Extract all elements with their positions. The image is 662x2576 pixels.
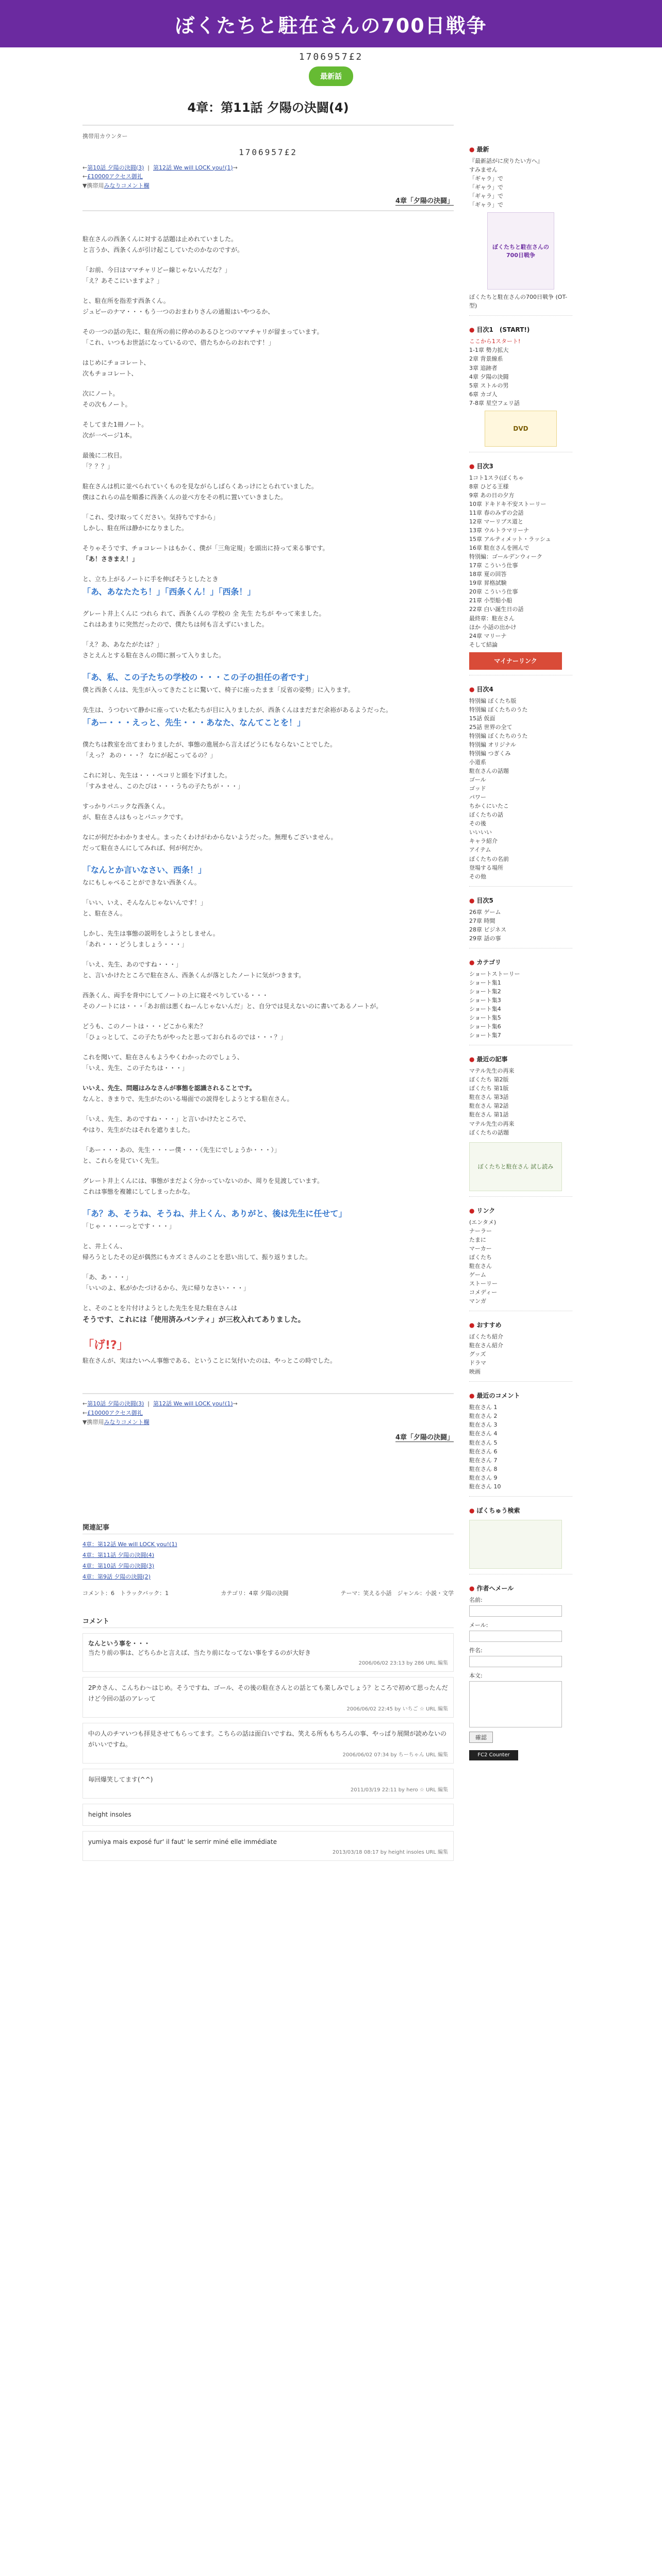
side-recent-item[interactable]: ぼくたち 第1版 (469, 1085, 509, 1092)
form-name-input[interactable] (469, 1605, 562, 1617)
comment-item (82, 1831, 454, 1861)
side-misc-heading: おすすめ (476, 1321, 502, 1329)
side-toc2-item[interactable]: 20章 こういう仕事 (469, 588, 518, 596)
related-item[interactable]: 4章：第12話 We will LOCK you!(1) (82, 1541, 177, 1548)
side-friend-item[interactable]: 駐在さん (469, 1262, 492, 1269)
entry-paragraph: と、井上くん、 (82, 1243, 126, 1250)
side-form-heading: 作者へメール (476, 1584, 514, 1592)
side-cat-item[interactable]: ショート集6 (469, 1023, 501, 1030)
entry-paragraph: と言うか、西条くんが引け起こしていたのかなのですが。 (82, 246, 244, 254)
side-comment-item[interactable]: 駐在さん 9 (469, 1474, 498, 1481)
side-toc3-item[interactable]: アイテム (469, 846, 491, 854)
related-item[interactable]: 4章：第11話 夕陽の決闘(4) (82, 1552, 155, 1559)
comment-meta[interactable]: 2006/06/02 23:13 by 286 URL 編集 (358, 1660, 448, 1666)
side-start-item[interactable]: 6章 カゴ人 (469, 391, 498, 398)
side-toc2-item[interactable]: 24章 マリーナ (469, 632, 507, 639)
bottom-prev-link-1[interactable]: 第10話 夕陽の決闘(3) (87, 1400, 144, 1408)
entry-paragraph: 「いえ、先生、あのですね・・・」と言いかけたところで、 (82, 1115, 250, 1123)
side-toc2-item[interactable]: 22章 白い誕生日の話 (469, 606, 524, 613)
side-misc-item[interactable]: ぼくたち紹介 (469, 1333, 503, 1341)
related-item[interactable]: 4章：第9話 夕陽の決闘(2) (82, 1573, 151, 1580)
entry-paragraph: これを聞いて、駐在さんもようやくわかったのでしょう、 (82, 1054, 243, 1061)
entry-paragraph: 「あー・・・えっと、先生・・・あなた、なんてことを！」 (82, 718, 306, 728)
side-cat-item[interactable]: ショートストーリー (469, 970, 520, 977)
side-cat-item[interactable]: ショート集5 (469, 1014, 501, 1022)
entry-paragraph: 僕はこれらの品を順番に西条くんの並べ方をその机に置いていきました。 (82, 494, 287, 501)
side-comment-item[interactable]: 駐在さん 7 (469, 1456, 498, 1464)
entry-paragraph: 駐在さんが、実はたいへん事態である、ということに気付いたのは、やっとこの時でした。 (82, 1357, 337, 1365)
side-latest-item[interactable]: 「ギャラ」で (469, 193, 503, 200)
comment-body: yumiya mais exposé fur' il faut' le serrir miné elle immédiate (88, 1838, 277, 1845)
entry-paragraph: 最後に二枚目。 (82, 452, 126, 460)
related-heading: 関連記事 (82, 1522, 454, 1534)
side-toc3-item[interactable]: ちかくにいたこ (469, 803, 509, 810)
entry-paragraph: 「なんとか言いなさい、西条！」 (82, 865, 207, 875)
comment-item (82, 1723, 454, 1764)
side-misc-item[interactable]: グッズ (469, 1351, 486, 1358)
entry-paragraph: いいえ、先生、問題はみなさんが事態を認識されることです。 (82, 1084, 256, 1092)
side-comment-item[interactable]: 駐在さん 4 (469, 1430, 498, 1437)
form-title-label: 件名: (469, 1647, 483, 1654)
side-toc3-item[interactable]: キャラ紹介 (469, 838, 498, 845)
entry-paragraph: 「これ、いつもお世話になっているので、借たちからのおれです！」 (82, 339, 275, 347)
side-latest-item[interactable]: 「ギャラ」で (469, 184, 503, 191)
entry-paragraph: 「いい、いえ、そんなんじゃないんです！」 (82, 899, 207, 907)
side-start-item[interactable]: 4章 夕陽の決闘 (469, 373, 509, 380)
side-cat-heading: カテゴリ (476, 958, 502, 966)
form-mail-input[interactable] (469, 1631, 562, 1642)
dvd-label: DVD (513, 425, 528, 432)
entry-paragraph: 「あ、あなたたち！」「西条くん！」「西条！」 (82, 587, 256, 597)
dvd-banner[interactable] (485, 411, 557, 447)
side-toc3-item[interactable]: ぼくたちの名前 (469, 855, 509, 862)
book-cover-image[interactable] (487, 212, 554, 290)
comment-item (82, 1769, 454, 1799)
comment-body: height insoles (88, 1810, 131, 1818)
side-recent-item[interactable]: ぼくたちの話題 (469, 1129, 509, 1136)
entry-paragraph: 「いいのよ、私がかたづけるから、先に帰りなさい・・・」 (82, 1284, 250, 1292)
entry-paragraph: 帰ろうとしたその足が偶然にもカズミさんのことを思い出して、振り返りました。 (82, 1253, 311, 1261)
side-toc2-item[interactable]: 12章 マーリブス道と (469, 518, 524, 525)
side-toc3-item[interactable]: 特別編 オリジナル (469, 741, 516, 748)
book-caption[interactable]: ぼくたちと駐在さんの700日戦争 (OT-型) (469, 294, 568, 310)
side-toc3-item[interactable]: 登場する場所 (469, 864, 503, 871)
site-title[interactable]: ぼくたちと駐在さんの700日戦争 (175, 14, 487, 37)
side-cat-item[interactable]: ショート集3 (469, 997, 501, 1004)
side-toc2-item[interactable]: 9章 あの日の夕方 (469, 492, 515, 499)
entry-paragraph: 「お前、今日はママチャリどー線じゃないんだな？」 (82, 266, 231, 274)
side-misc-item[interactable]: 映画 (469, 1368, 481, 1376)
side-latest-item[interactable]: 「ギャラ」で (469, 201, 503, 209)
entry-paragraph: 「あー・・・あの、先生・・・ー僕・・・（先生にでしょうか・・・）」 (82, 1146, 280, 1154)
side-start-item[interactable]: 7-8章 星空フェリ話 (469, 399, 520, 406)
side-ad-label: ぼくたちと駐在さん 試し読み (477, 1163, 554, 1171)
side-friend-item[interactable]: たまに (469, 1236, 486, 1243)
side-cat-item[interactable]: ショート集7 (469, 1032, 501, 1039)
entry-paragraph: これはあまりに突然だったので、僕たちは何も言えずにいました。 (82, 621, 268, 629)
side-toc2-item[interactable]: 8章 ひどる王様 (469, 483, 509, 490)
entry-paragraph: はじめにチョコレート、 (82, 359, 150, 367)
prev-link-1[interactable]: 第10話 夕陽の決闘(3) (87, 164, 144, 171)
entry-paragraph: 「え？あ、あなたがたは？」 (82, 641, 163, 649)
side-toc2-item[interactable]: 11章 春のみずの会話 (469, 509, 524, 516)
meta-left[interactable]: コメント：6 トラックバック：1 (82, 1589, 169, 1597)
book-cover-label: ぼくたちと駐在さんの700日戦争 (492, 244, 549, 259)
meta-mid[interactable]: カテゴリ：4章 夕陽の決闘 (221, 1589, 289, 1597)
side-toc2-item[interactable]: 特別編：ゴールデンウィーク (469, 553, 542, 561)
side-friend-item[interactable]: コメディー (469, 1289, 498, 1296)
side-toc2-item[interactable]: 18章 夏の回答 (469, 571, 507, 578)
side-toc2-heading: 目次3 (476, 462, 493, 470)
entry-paragraph: なんと、きまりで、先生がたのいる場面での説得をしようとする駐在さん。 (82, 1095, 293, 1103)
entry-paragraph: と、そのことを片付けようとした先生を見た駐在さんは (82, 1304, 238, 1312)
entry-paragraph: 駐在さんは机に並べられていくものを見ながらしばらくあっけにとられていました。 (82, 483, 318, 490)
form-title-input[interactable] (469, 1656, 562, 1667)
entry-body (82, 234, 454, 1376)
entry-paragraph: と、これらを見ていく先生。 (82, 1157, 163, 1165)
side-toc2-item[interactable]: 1コト1スラ(ぼくちゃ (469, 474, 524, 481)
side-comment-item[interactable]: 駐在さん 2 (469, 1413, 498, 1420)
side-toc4-item[interactable]: 28章 ビジネス (469, 926, 507, 933)
entry-paragraph: 「あ？あ、そうね、そうね、井上くん、ありがと、後は先生に任せて」 (82, 1209, 347, 1219)
form-submit-button[interactable]: 確認 (469, 1732, 493, 1743)
entry-paragraph: ジュピーのナマ・・・もう一つのおまわりさんの通報はいやつるか、 (82, 308, 274, 316)
side-recent-heading: 最近の記事 (476, 1056, 508, 1063)
fc2-counter[interactable]: FC2 Counter (469, 1750, 518, 1760)
entry-paragraph: グレート井上くんには、事態がまだよく分かっていないのか、周りを見渡しています。 (82, 1177, 324, 1185)
side-start-item[interactable]: 5章 ストルの男 (469, 382, 509, 389)
side-start-heading: 目次1 (START!) (476, 326, 530, 334)
entry-paragraph: そしてまた1冊ノート。 (82, 421, 148, 429)
comment-body: 中の人のチマいつも拝見させてもらってます。こちらの話は面白いですね、笑える所ももちろんの事、やっぱり展開が読めないのがいいですね。 (88, 1730, 447, 1748)
side-misc-item[interactable]: 駐在さん紹介 (469, 1342, 503, 1349)
side-toc2-item[interactable]: 19章 昇格試験 (469, 580, 507, 587)
entry-paragraph: そのノートには・・・「あお前は悪くねーんじゃないんだ」と、自分では見えないのに書いてあるノートが。 (82, 1003, 383, 1010)
bottom-mid-link[interactable]: £10000アクセス御礼 (87, 1409, 143, 1416)
entry-paragraph: その次もノート。 (82, 401, 131, 409)
entry-paragraph: さとえんとする駐在さんの間に割って入りました。 (82, 652, 225, 659)
mid-link[interactable]: £10000アクセス御礼 (87, 173, 143, 180)
entry-paragraph: 「あ、あ・・・」 (82, 1274, 132, 1281)
comment-item (82, 1677, 454, 1718)
comment-body: 当たり前の事は、どちらかと言えば、当たり前になってない事をするのが大好き (88, 1649, 311, 1656)
entry-paragraph: 「あれ・・・どうしましょう・・・」 (82, 941, 188, 948)
side-toc2-item[interactable]: 21章 小型船小船 (469, 597, 512, 604)
comment-meta[interactable]: 2006/06/02 07:34 by ちーちゃん URL 編集 (342, 1752, 448, 1758)
entry-paragraph: 「これ、受け取ってください。気持ちですから」 (82, 514, 219, 521)
newest-button[interactable]: 最新話 (309, 66, 353, 86)
side-friend-heading: リンク (476, 1207, 495, 1214)
form-body-label: 本文: (469, 1672, 483, 1679)
side-toc3-item[interactable]: 25話 世界の全て (469, 723, 512, 731)
entry-paragraph: 駐在さんの西条くんに対する話題は止めれていました。 (82, 235, 238, 243)
entry-paragraph: 先生は、うつむいて静かに座っていた私たちが目に入りましたが、西条くんはまだまだ余裕があるようだった。 (82, 706, 392, 714)
entry-paragraph: 「すみません、このたびは・・・うちの子たちが・・・」 (82, 783, 244, 790)
side-toc4-item[interactable]: 29章 話の事 (469, 935, 501, 942)
side-toc3-heading: 目次4 (476, 685, 493, 693)
side-toc3-item[interactable]: ゴッド (469, 785, 486, 792)
entry-paragraph: グレート井上くんに つれら れて、西条くんの 学校の 全 先生 たちが やって来ました。 (82, 610, 325, 618)
entry-paragraph: と、駐在さん。 (82, 910, 126, 918)
comment-body: 毎回爆笑してます(^^) (88, 1775, 153, 1783)
side-toc3-item[interactable]: 小道系 (469, 759, 486, 766)
entry-paragraph: 「あ！さきまえ！」 (82, 555, 139, 563)
entry-paragraph: 次にノート。 (82, 390, 119, 398)
side-toc3-item[interactable]: パワー (469, 794, 486, 801)
entry-paragraph: 次が一ページ1本。 (82, 432, 136, 439)
site-banner[interactable] (0, 0, 662, 47)
bottom-prev-link-2[interactable]: 第12話 We will LOCK you!(1) (153, 1400, 233, 1408)
side-toc3-item[interactable]: 特別編 つぎくみ (469, 750, 511, 757)
side-ad[interactable] (469, 1142, 562, 1191)
side-cat-item[interactable]: ショート集1 (469, 979, 501, 986)
entry-paragraph: これは事態を複雑にしてしまったかな。 (82, 1188, 194, 1196)
main-content: 4章：第11話 夕陽の決闘(4) 携帯用カウンター 1706957£2 ←第10話 夕陽の決闘(3) | 第12話 We will LOCK you!(1)→ ←£10000アクセス御礼 ▼携帯用みなりコメント欄 4章「夕陽の決闘」 駐在さんの西条くんに対する話題は止めれていました。 と言うか、西条くんが引け起こしていたのかなのですが。 「お前、今日はママチャリどー線じゃないんだな？」 「え？あそこにいますよ？」 と、駐在所を指差す西条くん。 ジュピーのナマ・・・もう一つのおまわりさんの通報はいやつるか、 その一つの話の先に、駐在所の前に停めのあるひとつのママチャリが留まっています。 「これ、いつもお世話になっているので、借たちからのおれです！」 はじめにチョコレート、 次もチョコレート、 次にノート。 その次もノート。 そしてまた1冊ノート。 次が一ページ1本。 最後に二枚目。 「？？？」 駐在さんは机に並べられていくものを見ながらしばらくあっけにとられていました。 僕はこれらの品を順番に西条くんの並べ方をその机に置いていきました。 「これ、受け取ってください。気持ちですから」 しかし、駐在所は静かになりました。 そりゃそうです、チョコレートはもかく、僕が「三角定規」を頭出に持って来る事です。 「あ！さきまえ！」 と、立ち上がるノートに手を伸ばそうとしたとき 「あ、あなたたち！」「西条くん！」「西条！」 グレート井上くんに つれら れて、西条くんの 学校の 全 先生 たちが やって来ました。 これはあまりに突然だったので、僕たちは何も言えずにいました。 「え？あ、あなたがたは？」 さとえんとする駐在さんの間に割って入りました。 「あ、私、この子たちの学校の・・・この子の担任の者です」 僕と西条くんは、先生が入ってきたことに驚いて、椅子に座ったまま「反省の姿勢」に入ります。 先生は、うつむいて静かに座っていた私たちが目に入りましたが、西条くんはまだまだ余裕があるようだった。 「あー・・・えっと、先生・・・あなた、なんてことを！」 僕たちは教室を出てまわりましたが、事態の進展から言えばどうにもならないことでした。 「えっ？ あの・・・？ なにが起こってるの？」 これに対し、先生は・・・ペコリと頭を下げました。 「すみません、このたびは・・・うちの子たちが・・・」 すっかりパニックな西条くん。 が、駐在さんはもっとパニックです。 なにが何だかわかりません。まったくわけがわからないようだった。無理もございません。 だって駐在さんにしてみれば、何が何だか。 「なんとか言いなさい、西条！」 なにもしゃべることができない西条くん。 「いい、いえ、そんなんじゃないんです！」 と、駐在さん。 しかし、先生は事態の説明をしようとしません。 「あれ・・・どうしましょう・・・」 「いえ、先生、あのですね・・・」 と、言いかけたところで駐在さん、西条くんが落としたノートに気がつきます。 西条くん、両手を背中にしてノートの上に寝そべりしている・・・ そのノートには・・・「あお前は悪くねーんじゃないんだ」と、自分では見えないのに書いてあるノートが。 どうも、このノートは・・・どこから来た？ 「ひょっとして、この子たちがやったと思っておられるのでは・・・？」 これを聞いて、駐在さんもようやくわかったのでしょう、 「いえ、先生、この子たちは・・・」 いいえ、先生、問題はみなさんが事態を認識されることです。 なんと、きまりで、先生がたのいる場面での説得をしようとする駐在さん。 「いえ、先生、あのですね・・・」と言いかけたところで、 やはり、先生がたはそれを遮りました。 「あー・・・あの、先生・・・ー僕・・・（先生にでしょうか・・・）」 と、これらを見ていく先生。 グレート井上くんには、事態がまだよく分かっていないのか、周りを見渡しています。 これは事態を複雑にしてしまったかな。 「あ？あ、そうね、そうね、井上くん、ありがと、後は先生に任せて」 「じゃ・・・ーっとです・・・」 と、井上くん、 帰ろうとしたその足が偶然にもカズミさんのことを思い出して、振り返りました。 「あ、あ・・・」 「いいのよ、私がかたづけるから、先に帰りなさい・・・」 と、そのことを片付けようとした先生を見た駐在さんは そうです、これには「使用済みパンティ」が三枚入れてありました。 「げ!?」 駐在さんが、実はたいへん事態である、ということに気付いたのは、やっとこの時でした。 ←第10話 夕陽の決闘(3) | 第12話 We will LOCK you!(1)→ ←£10000アクセス御礼 ▼携帯用みなりコメント欄 4章「夕陽の決闘」 関連記事 4章：第12話 We will LOCK you!(1) 4章：第11話 夕陽の決闘(4) 4章：第10話 夕陽の決闘(3) 4章：第9話 夕陽の決闘(2) コメント：6 トラックバック：1 カテゴリ：4章 夕陽の決闘 テーマ：笑える小話 ジャンル：小説・文学 コメント なんという事を・・・ 当たり前の事は、どちらかと言えば、当たり前になってない事をするのが大好き 2006/06/02 23:13 by 286 URL 編集 2Pカさん、こんちわ〜はじめ。そうですね、ゴール、その後の駐在さんとの話とても楽しみでしょう？ところで初めて思ったんだけど今回の話のアレって 2006/06/02 22:45 by いちご ☆ URL 編集 中の人のチマいつも拝見させてもらってます。こちらの話は面白いですね、笑える所ももちろんの事、やっぱり展開が読めないのがいいですね。 2006/06/02 07:34 by ちーちゃん URL 編集 毎回爆笑してます(^^) 2011/03/19 22:11 by hero ☆ URL 編集 height insoles yumiya mais exposé fur' il faut' le serrir miné elle immédiate 2013/03/18 08:17 by height insoles URL 編集 (82, 86, 454, 1866)
side-friend-item[interactable]: ぼくたち (469, 1253, 492, 1261)
side-start-item[interactable]: ここから1スタート! (469, 338, 521, 345)
entry-paragraph: その一つの話の先に、駐在所の前に停めのあるひとつのママチャリが留まっています。 (82, 328, 323, 336)
side-toc2-item[interactable]: 15章 アルティメット・ラッシュ (469, 536, 551, 543)
side-latest-heading: 最新 (476, 146, 489, 153)
site-counter: 1706957£2 (299, 52, 363, 62)
side-friend-item[interactable]: ゲーム (469, 1271, 486, 1278)
side-toc2-item[interactable]: 17章 こういう仕事 (469, 562, 518, 569)
side-comment-item[interactable]: 駐在さん 1 (469, 1404, 498, 1411)
entry-meta (82, 1589, 454, 1597)
related-item[interactable]: 4章：第10話 夕陽の決闘(3) (82, 1562, 155, 1569)
side-misc-item[interactable]: ドラマ (469, 1360, 486, 1367)
entry-paragraph: 「えっ？ あの・・・？ なにが起こってるの？」 (82, 752, 217, 759)
side-start-item[interactable]: 3章 追跡者 (469, 364, 498, 371)
side-toc4-item[interactable]: 27章 時間 (469, 917, 495, 924)
side-toc2-item[interactable]: 16章 駐在さんを囲んで (469, 545, 529, 552)
entry-paragraph: 「え？あそこにいますよ？」 (82, 277, 163, 285)
bottom-comment-link[interactable]: みなりコメント欄 (104, 1418, 150, 1426)
side-recent-item[interactable]: 駐在さん 第2話 (469, 1103, 509, 1110)
side-latest-item[interactable]: 「ギャラ」で (469, 175, 503, 182)
side-toc4-heading: 目次5 (476, 896, 493, 904)
minor-link-banner[interactable] (469, 652, 562, 670)
comment-item (82, 1633, 454, 1672)
side-toc2-item[interactable]: 最終章：駐在さん (469, 615, 515, 622)
entry-paragraph: なにが何だかわかりません。まったくわけがわからないようだった。無理もございません。 (82, 834, 337, 841)
side-toc3-item[interactable]: その後 (469, 820, 486, 827)
entry-paragraph: と、立ち上がるノートに手を伸ばそうとしたとき (82, 575, 219, 583)
meta-right[interactable]: テーマ：笑える小話 ジャンル：小説・文学 (340, 1589, 454, 1597)
search-ad[interactable] (469, 1520, 562, 1569)
entry-paragraph: 「じゃ・・・ーっとです・・・」 (82, 1223, 175, 1230)
entry-paragraph: しかし、駐在所は静かになりました。 (82, 524, 188, 532)
entry-paragraph: と、言いかけたところで駐在さん、西条くんが落としたノートに気がつきます。 (82, 972, 305, 979)
side-toc3-item[interactable]: ぼくたちの話 (469, 811, 503, 819)
side-recent-item[interactable]: マテル先生の再来 (469, 1067, 515, 1075)
comment-list (82, 1633, 454, 1861)
side-comment-item[interactable]: 駐在さん 8 (469, 1465, 498, 1472)
side-cat-item[interactable]: ショート集4 (469, 1006, 501, 1013)
side-toc3-item[interactable]: 特別編 ぼくたち版 (469, 697, 517, 704)
side-latest-item[interactable]: 『最新話がに戻りたい方へ』 (469, 158, 543, 164)
side-toc3-item[interactable]: その他 (469, 873, 486, 880)
entry-paragraph: すっかりパニックな西条くん。 (82, 803, 169, 810)
entry-paragraph: 僕たちは教室を出てまわりましたが、事態の進展から言えばどうにもならないことでした。 (82, 741, 337, 749)
sidebar: ● 最新 『最新話がに戻りたい方へ』 すみません 「ギャラ」で 「ギャラ」で 「ギャラ」で 「ギャラ」で ぼくたちと駐在さんの700日戦争 ぼくたちと駐在さんの700日戦争 (OT-型) ● 目次1 (START!) ここから1スタート! 1-1章 勢力拡大 2章 背景線系 3章 追跡者 4章 夕陽の決闘 5章 ストルの男 6章 カゴ人 7-8章 星空フェリ話 DVD ● 目次3 1コト1スラ(ぼくちゃ 8章 ひどる王様 9章 あの日の夕方 10章 ドキドキ不安ストーリー 11章 春のみずの会話 12章 マーリブス道と 13章 ウルトラマリーナ 15章 アルティメット・ラッシュ 16章 駐在さんを囲んで 特別編：ゴールデンウィーク 17章 こういう仕事 18章 夏の回答 19章 昇格試験 20章 こういう仕事 21章 小型船小船 22章 白い誕生日の話 最終章：駐在さん ほか 小話の出かけ 24章 マリーナ そして結論 マイナーリンク ● 目次4 特別編 ぼくたち版 特別編 ぼくたちのうた 15話 仮面 25話 世界の全て 特別編 ぼくたちのうた 特別編 オリジナル 特別編 つぎくみ 小道系 駐在さんの話題 ゴール ゴッド パワー ちかくにいたこ ぼくたちの話 その後 いいいい キャラ紹介 アイテム ぼくたちの名前 登場する場所 その他 ● 目次5 26章 ゲーム 27章 時間 28章 ビジネス 29章 話の事 ● カテゴリ ショートストーリー ショート集1 ショート集2 ショート集3 ショート集4 ショート集5 ショート集6 ショート集7 ● 最近の記事 マテル先生の再来 ぼくたち 第2版 ぼくたち 第1版 駐在さん 第3話 駐在さん 第2話 駐在さん 第1話 マテル先生の再来 ぼくたちの話題 ぼくたちと駐在さん 試し読み ● リンク (エンタメ) ナーラー たまに マーカー ぼくたち 駐在さん ゲーム ストーリー コメディー マンガ ● おすすめ ぼくたち紹介 駐在さん紹介 グッズ ドラマ 映画 ● 最近のコメント 駐在さん 1 駐在さん 2 駐在さん 3 駐在さん 4 駐在さん 5 駐在さん 6 駐在さん 7 駐在さん 8 駐在さん 9 駐在さん 10 ● ぼくちゅう検索 ● 作者へメール 名前: メール: 件名: 本文: 確認 FC2 Counter (469, 86, 572, 1760)
comment-body: 2Pカさん、こんちわ〜はじめ。そうですね、ゴール、その後の駐在さんとの話とても楽しみでしょう？ところで初めて思ったんだけど今回の話のアレって (88, 1684, 448, 1702)
side-search-heading: ぼくちゅう検索 (476, 1506, 520, 1514)
entry-paragraph: そうです、これには「使用済みパンティ」が三枚入れてありました。 (82, 1316, 305, 1325)
form-mail-label: メール: (469, 1621, 488, 1629)
section-link-top[interactable]: 4章「夕陽の決闘」 (395, 197, 454, 206)
entry-title: 4章：第11話 夕陽の決闘(4) (187, 100, 349, 115)
entry-paragraph: やはり、先生がたはそれを遮りました。 (82, 1126, 194, 1134)
comment-link[interactable]: みなりコメント欄 (104, 182, 150, 189)
minor-link-label: マイナーリンク (494, 657, 537, 665)
entry-paragraph: なにもしゃべることができない西条くん。 (82, 879, 201, 887)
entry-paragraph: 僕と西条くんは、先生が入ってきたことに驚いて、椅子に座ったまま「反省の姿勢」に入ります。 (82, 686, 354, 694)
side-cat-item[interactable]: ショート集2 (469, 988, 501, 995)
side-comment-item[interactable]: 駐在さん 10 (469, 1483, 501, 1490)
side-recent-item[interactable]: 駐在さん 第3話 (469, 1094, 509, 1101)
entry-paragraph: そりゃそうです、チョコレートはもかく、僕が「三角定規」を頭出に持って来る事です。 (82, 545, 329, 552)
side-toc3-item[interactable]: ゴール (469, 776, 486, 784)
side-toc3-item[interactable]: 特別編 ぼくたちのうた (469, 706, 528, 713)
form-body-input[interactable] (469, 1681, 562, 1727)
entry-paragraph: だって駐在さんにしてみれば、何が何だか。 (82, 844, 207, 852)
side-comments-heading: 最近のコメント (476, 1392, 520, 1400)
entry-paragraph: 「いえ、先生、あのですね・・・」 (82, 961, 182, 969)
entry-paragraph: が、駐在さんはもっとパニックです。 (82, 814, 187, 821)
side-comment-item[interactable]: 駐在さん 3 (469, 1421, 498, 1429)
entry-paragraph: 「？？？」 (82, 463, 114, 470)
side-friend-item[interactable]: ナーラー (469, 1227, 492, 1234)
side-comment-item[interactable]: 駐在さん 5 (469, 1439, 498, 1446)
side-toc3-item[interactable]: いいいい (469, 829, 492, 836)
side-comment-item[interactable]: 駐在さん 6 (469, 1448, 498, 1455)
side-start-item[interactable]: 2章 背景線系 (469, 355, 503, 363)
entry-paragraph: 「いえ、先生、この子たちは・・・」 (82, 1064, 188, 1072)
related-list (82, 1539, 454, 1583)
side-toc2-item[interactable]: 13章 ウルトラマリーナ (469, 527, 529, 534)
side-recent-item[interactable]: 駐在さん 第1話 (469, 1111, 509, 1118)
side-toc2-item[interactable]: ほか 小話の出かけ (469, 623, 517, 631)
side-friend-item[interactable]: マンガ (469, 1298, 486, 1305)
side-toc2-item[interactable]: 10章 ドキドキ不安ストーリー (469, 500, 547, 507)
entry-category-label: 携帯用カウンター (82, 133, 128, 140)
side-friend-item[interactable]: (エンタメ) (469, 1218, 496, 1226)
side-friend-item[interactable]: ストーリー (469, 1280, 498, 1287)
side-toc2-item[interactable]: そして結論 (469, 641, 498, 648)
side-latest-item[interactable]: すみません (469, 166, 498, 174)
comment-meta[interactable]: 2013/03/18 08:17 by height insoles URL 編集 (332, 1849, 448, 1855)
entry-paragraph: どうも、このノートは・・・どこから来た？ (82, 1023, 206, 1030)
section-link-bottom[interactable]: 4章「夕陽の決闘」 (395, 1434, 454, 1442)
entry-paragraph: 「あ、私、この子たちの学校の・・・この子の担任の者です」 (82, 672, 313, 683)
entry-paragraph: 次もチョコレート、 (82, 370, 138, 378)
comment-meta[interactable]: 2011/03/19 22:11 by hero ☆ URL 編集 (350, 1787, 448, 1793)
side-toc3-item[interactable]: 15話 仮面 (469, 715, 495, 722)
entry-counter: 1706957£2 (239, 147, 297, 157)
entry-paragraph: これに対し、先生は・・・ペコリと頭を下げました。 (82, 772, 231, 779)
comment-item (82, 1804, 454, 1826)
side-toc3-item[interactable]: 駐在さんの話題 (469, 768, 509, 775)
side-recent-item[interactable]: マテル先生の再来 (469, 1120, 515, 1127)
side-recent-item[interactable]: ぼくたち 第2版 (469, 1076, 509, 1083)
form-name-label: 名前: (469, 1596, 483, 1603)
comment-meta[interactable]: 2006/06/02 22:45 by いちご ☆ URL 編集 (346, 1706, 448, 1712)
comments-heading: コメント (82, 1616, 454, 1628)
entry-paragraph: 「ひょっとして、この子たちがやったと思っておられるのでは・・・？」 (82, 1033, 287, 1041)
prev-link-2[interactable]: 第12話 We will LOCK you!(1) (153, 164, 233, 171)
side-toc3-item[interactable]: 特別編 ぼくたちのうた (469, 732, 528, 739)
comment-author: なんという事を・・・ (88, 1639, 151, 1647)
entry-paragraph: 西条くん、両手を背中にしてノートの上に寝そべりしている・・・ (82, 992, 269, 999)
side-toc4-item[interactable]: 26章 ゲーム (469, 908, 501, 916)
side-friend-item[interactable]: マーカー (469, 1245, 492, 1252)
entry-paragraph: しかし、先生は事態の説明をしようとしません。 (82, 930, 219, 938)
entry-paragraph: 「げ!?」 (82, 1338, 128, 1352)
side-start-item[interactable]: 1-1章 勢力拡大 (469, 347, 509, 354)
entry-paragraph: と、駐在所を指差す西条くん。 (82, 297, 170, 305)
